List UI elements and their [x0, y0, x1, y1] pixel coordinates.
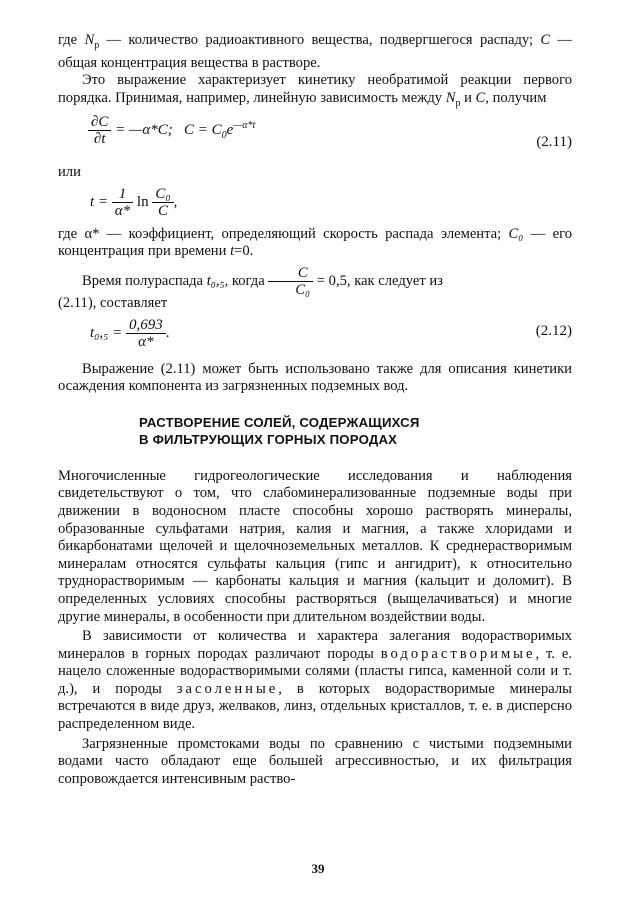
- half-life-line: [58, 264, 572, 298]
- section-heading: [58, 414, 572, 448]
- ln-operator: ln: [136, 193, 149, 210]
- text: — его концентрация при времени: [58, 225, 573, 260]
- text: и: [460, 89, 476, 106]
- dependence-paragraph: [58, 628, 572, 734]
- page-body: [58, 32, 572, 788]
- intro-paragraph: [58, 32, 572, 72]
- text: , когда: [224, 272, 269, 289]
- text: , в которых водорастворимые минералы встречаются в виде друз, желваков, линз, отдельных кристаллов, т. е. в дисперсно распределенном виде.: [58, 680, 572, 733]
- punct: .: [165, 324, 170, 341]
- text: — количество радиоактивного вещества, подвергшегося распаду;: [99, 32, 541, 48]
- symbol: C: [540, 32, 551, 48]
- symbol: C₀: [508, 225, 524, 242]
- fraction-numerator: 0,693: [126, 317, 166, 334]
- page-number: 39: [311, 861, 325, 876]
- equation-t: [58, 184, 572, 224]
- text: , т. е. нацело сложенные водорастворимыми солями (пласты гипса, каменной соли и т. д.), и породы: [58, 645, 572, 697]
- equation-rhs: C = C: [184, 122, 222, 139]
- heading-line: В ФИЛЬТРУЮЩИХ ГОРНЫХ ПОРОДАХ: [139, 431, 398, 447]
- symbol: t: [230, 243, 235, 260]
- fraction-denominator: α*: [114, 202, 131, 219]
- text: где α* — коэффициент, определяющий скорость распада элемента;: [58, 225, 509, 242]
- symbol: N: [84, 32, 95, 48]
- equation-number: (2.12): [535, 322, 572, 339]
- polluted-paragraph: Загрязненные промстоками воды по сравнению с чистыми подземными водами часто обладают еще большей агрессивностью, и их фильтрация сопровождается интенсивным раство-: [58, 735, 572, 787]
- exponent: —α*t: [233, 120, 256, 132]
- fraction-denominator: C: [157, 202, 168, 219]
- symbol: C: [475, 89, 486, 106]
- equation-number: (2.11): [536, 134, 572, 151]
- half-life-tail: (2.11), составляет: [58, 294, 168, 311]
- fraction: [112, 186, 133, 219]
- symbol: t₀,₅: [206, 272, 225, 289]
- spaced-term: засоленные: [176, 680, 279, 697]
- fraction-numerator: 1: [112, 186, 133, 203]
- minerals-paragraph: Многочисленные гидрогеологические исследования и наблюдения свидетельствуют о том, что слабоминерализованные подземные воды при движении в водоносном пласте способны хорошо растворять минералы, образованные сульфатами натрия, калия и магния, а также хлоридами и бикарбонатами щелочей и щелочноземельных металлов. К среднерастворимым минералам относятся сульфаты кальция (гипс и ангидрит), к относительно труднорастворимым — карбонаты кальция и магния (кальцит и доломит). В определенных условиях способны растворяться (выщелачиваться) и многие другие минералы, в особенности при длительном воздействии воды.: [58, 467, 572, 625]
- exp-base: e: [226, 122, 234, 139]
- fraction: [268, 265, 313, 298]
- equation-lhs: t =: [90, 193, 109, 210]
- or-word: или: [58, 164, 81, 181]
- symbol: N: [445, 89, 456, 106]
- fraction-denominator: C₀: [295, 281, 311, 298]
- text: = 0,5, как следует из: [313, 272, 443, 289]
- fraction: [152, 186, 173, 219]
- equation-2-11: [58, 112, 572, 156]
- equation-lhs: t₀,₅ =: [90, 324, 123, 341]
- expression-paragraph: Выражение (2.11) может быть использовано также для описания кинетики осаждения компонента из загрязненных подземных вод.: [58, 360, 572, 395]
- text: — общая концентрация вещества в растворе.: [58, 32, 573, 71]
- symbol-sub: р: [94, 39, 100, 51]
- punct: ,: [173, 193, 178, 210]
- text: , получим: [485, 89, 547, 106]
- text: =0.: [234, 243, 254, 260]
- equation-rhs: = —α*C;: [115, 122, 173, 139]
- fraction-numerator: C: [268, 265, 313, 282]
- spaced-term: водорастворимые: [380, 645, 536, 662]
- subscript: 0: [221, 130, 227, 142]
- fraction-numerator: ∂C: [88, 114, 111, 131]
- symbol-sub: р: [455, 97, 461, 109]
- fraction: [126, 317, 166, 350]
- equation-2-12: [58, 315, 572, 355]
- fraction-denominator: α*: [138, 333, 154, 350]
- text: В зависимости от количества и характера залегания водорастворимых минералов в горных породах различают породы: [58, 628, 572, 662]
- alpha-paragraph: [58, 226, 572, 261]
- text: Время полураспада: [82, 272, 207, 289]
- derivative-fraction: [88, 114, 111, 147]
- fraction-numerator: C₀: [152, 186, 173, 203]
- text: Это выражение характеризует кинетику необратимой реакции первого порядка. Принимая, например, линейную зависимость между: [58, 72, 572, 106]
- kinetics-paragraph: [58, 72, 572, 112]
- heading-line: РАСТВОРЕНИЕ СОЛЕЙ, СОДЕРЖАЩИХСЯ: [139, 414, 420, 430]
- text: где: [58, 32, 85, 48]
- fraction-denominator: ∂t: [93, 131, 106, 148]
